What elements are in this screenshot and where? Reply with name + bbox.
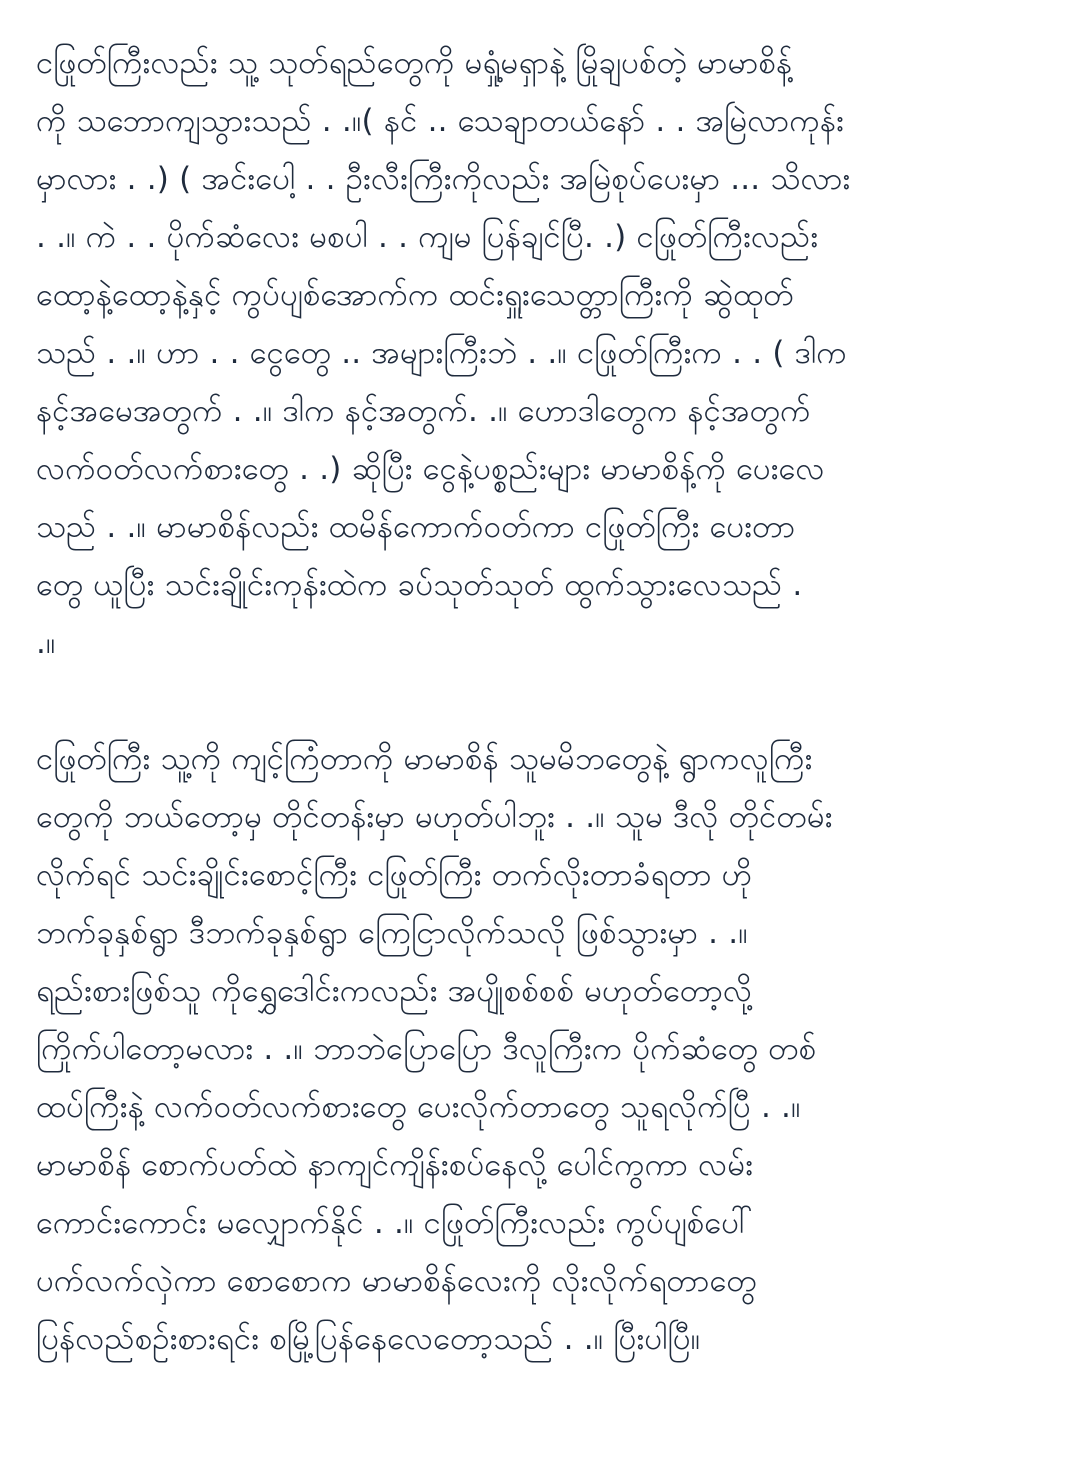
text-line: ကို သဘောကျသွားသည် . .။( နင် .. သေချာတယ်နော် . . အမြဲလာကုန်း — [36, 103, 845, 139]
text-line: သည် . .။ မာမာစိန်လည်း ထမိန်ကောက်ဝတ်ကာ ငဖြုတ်ကြီး ပေးတာ — [36, 509, 796, 545]
text-line: ကြိုက်ပါတော့မလား . .။ ဘာဘဲပြောပြော ဒီလူကြီးက ပိုက်ဆံတွေ တစ် — [36, 1031, 817, 1067]
text-line: . .။ ကဲ . . ပိုက်ဆံလေး မစပါ . . ကျမ ပြန်ချင်ပြီ. .) ငဖြုတ်ကြီးလည်း — [36, 219, 819, 255]
text-line: ရည်းစားဖြစ်သူ ကိုရွှေဒေါင်းကလည်း အပျိုစစ်စစ် မဟုတ်တော့လို့ — [36, 973, 753, 1009]
text-line: တွေ ယူပြီး သင်းချိုင်းကုန်းထဲက ခပ်သုတ်သုတ် ထွက်သွားလေသည် . — [36, 567, 803, 603]
text-line: ငဖြုတ်ကြီးလည်း သူ့ သုတ်ရည်တွေကို မရှုံ့မရှာနဲ့ မြိုချပစ်တဲ့ မာမာစိန့် — [36, 45, 793, 81]
text-line: မှာလား . .) ( အင်းပေါ့ . . ဦးလီးကြီးကိုလည်း အမြဲစုပ်ပေးမှာ ... သိလား — [36, 161, 851, 197]
text-line: .။ — [36, 625, 56, 661]
text-line: မာမာစိန် စောက်ပတ်ထဲ နာကျင်ကျိန်းစပ်နေလို့ ပေါင်ကွကာ လမ်း — [36, 1147, 754, 1183]
text-line: တွေကို ဘယ်တော့မှ တိုင်တန်းမှာ မဟုတ်ပါဘူး . .။ သူမ ဒီလို တိုင်တမ်း — [36, 799, 833, 835]
text-line: ပြန်လည်စဉ်းစားရင်း စမြို့ပြန်နေလေတော့သည် . .။ ပြီးပါပြီ။ — [36, 1321, 701, 1357]
paragraph-2 — [36, 730, 1046, 1368]
text-line: သည် . .။ ဟာ . . ငွေတွေ .. အများကြီးဘဲ . .။ ငဖြုတ်ကြီးက . . ( ဒါက — [36, 335, 847, 371]
text-line: နင့်အမေအတွက် . .။ ဒါက နင့်အတွက်. .။ ဟောဒါတွေက နင့်အတွက် — [36, 393, 811, 429]
paragraph-1 — [36, 34, 1046, 672]
text-line: ပက်လက်လှဲကာ စောစောက မာမာစိန်လေးကို လိုးလိုက်ရတာတွေ — [36, 1263, 757, 1299]
text-line: ဘက်ခုနှစ်ရွာ ဒီဘက်ခုနှစ်ရွာ ကြေငြာလိုက်သလို ဖြစ်သွားမှာ . .။ — [36, 915, 748, 951]
text-line: ကောင်းကောင်း မလျှောက်နိုင် . .။ ငဖြုတ်ကြီးလည်း ကွပ်ပျစ်ပေါ် — [36, 1205, 754, 1241]
paragraph-spacer — [36, 672, 1046, 730]
text-line: လက်ဝတ်လက်စားတွေ . .) ဆိုပြီး ငွေနဲ့ပစ္စည်းများ မာမာစိန့်ကို ပေးလေ — [36, 451, 825, 487]
text-line: လိုက်ရင် သင်းချိုင်းစောင့်ကြီး ငဖြုတ်ကြီး တက်လိုးတာခံရတာ ဟို — [36, 857, 753, 893]
text-line: ငဖြုတ်ကြီး သူ့ကို ကျင့်ကြံတာကို မာမာစိန် သူမမိဘတွေနဲ့ ရွာကလူကြီး — [36, 741, 813, 777]
text-line: ထော့နဲ့ထော့နဲ့နှင့် ကွပ်ပျစ်အောက်က ထင်းရှူးသေတ္တာကြီးကို ဆွဲထုတ် — [36, 277, 794, 313]
text-line: ထပ်ကြီးနဲ့ လက်ဝတ်လက်စားတွေ ပေးလိုက်တာတွေ သူရလိုက်ပြီ . .။ — [36, 1089, 801, 1125]
